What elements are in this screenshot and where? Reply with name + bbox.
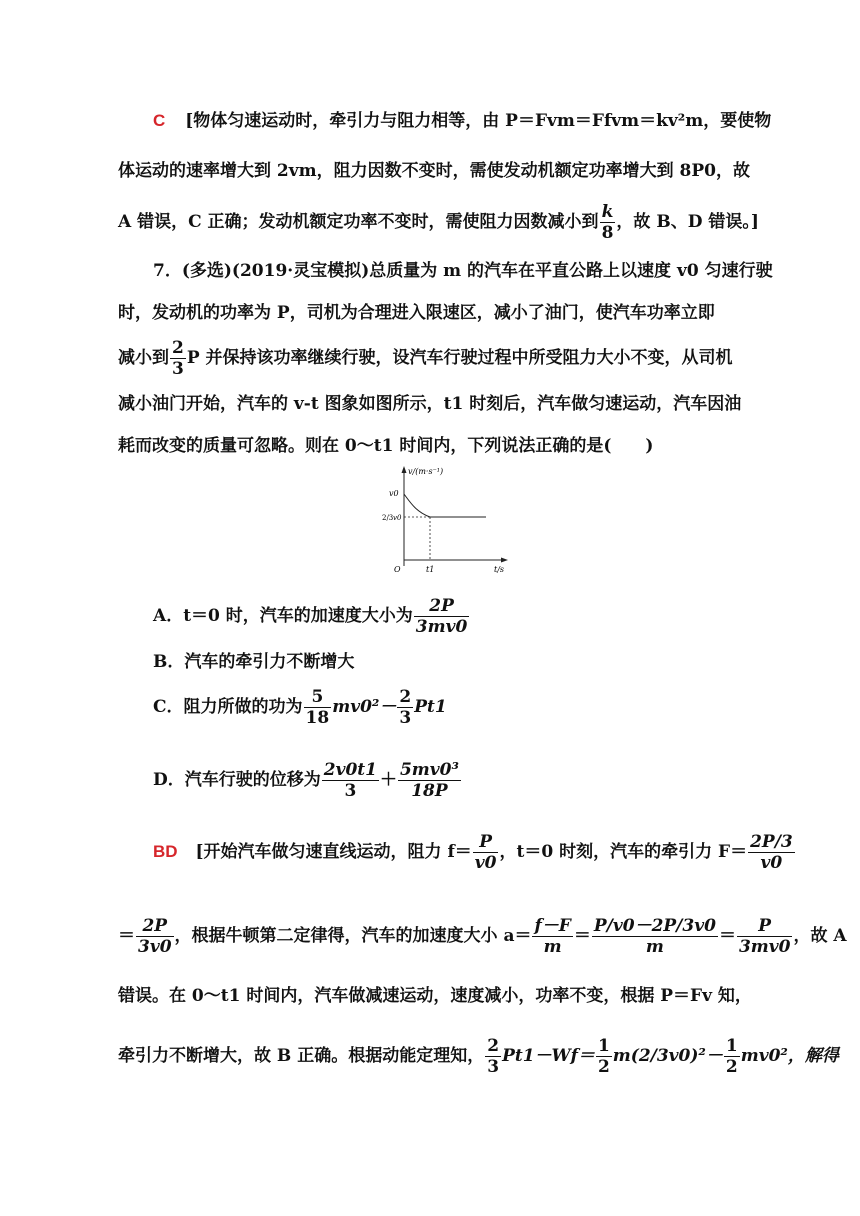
numerator: 2P (414, 596, 470, 617)
option-c-end: Pt1 (414, 697, 447, 717)
v0-tick-label: v0 (389, 489, 399, 498)
option-a (153, 596, 470, 637)
numerator: 1 (597, 1036, 610, 1056)
denominator: m (543, 937, 562, 957)
option-b (153, 651, 354, 673)
answer-letter: C (153, 111, 166, 130)
sol7-text-4c: m(2/3v0)²－ (612, 1046, 723, 1066)
numerator: 1 (725, 1036, 738, 1056)
sol7-text-4d: mv0²，解得 (740, 1046, 839, 1066)
denominator: 2 (597, 1057, 610, 1077)
v-t-graph (380, 462, 510, 574)
option-b-text: B．汽车的牵引力不断增大 (153, 652, 355, 672)
sol7-text-2c: ＝ (573, 926, 591, 946)
numerator: 2 (487, 1036, 500, 1056)
q7-text-5: 耗而改变的质量可忽略。则在 0～t1 时间内，下列说法正确的是( ) (118, 436, 654, 456)
sol7-text-1b: ，t＝0 时刻，汽车的牵引力 F＝ (499, 842, 748, 862)
option-c-mid: mv0²－ (332, 697, 397, 717)
fraction (136, 916, 174, 957)
velocity-curve (404, 494, 486, 517)
sol6-text-3a: A 错误，C 正确；发动机额定功率不变时，需使阻力因数减小到 (118, 212, 599, 232)
fraction (397, 687, 413, 728)
fraction (592, 916, 718, 957)
sol7-text-4b: Pt1－Wf＝ (502, 1046, 595, 1066)
sol7-line-3 (118, 985, 752, 1007)
fraction (748, 832, 795, 873)
numerator: 5mv0³ (399, 760, 459, 780)
q7-line-3 (118, 338, 733, 379)
option-d-plus: ＋ (379, 770, 397, 790)
sol7-text-2a: ＝ (118, 926, 135, 946)
sol7-text-2d: ＝ (718, 926, 736, 946)
fraction (737, 916, 793, 957)
denominator: 3mv0 (738, 937, 791, 957)
numerator: 5 (304, 687, 332, 708)
denominator: 3 (399, 708, 412, 728)
numerator: P (473, 832, 499, 853)
numerator: P (737, 916, 793, 937)
q7-line-4 (118, 393, 741, 415)
option-d (153, 760, 462, 801)
denominator: v0 (474, 853, 497, 873)
sol7-text-2b: ，根据牛顿第二定律得，汽车的加速度大小 a＝ (174, 926, 532, 946)
fraction (724, 1036, 740, 1077)
denominator: 3 (487, 1057, 500, 1077)
q7-text-2: 时，发动机的功率为 P，司机为合理进入限速区，减小了油门，使汽车功率立即 (118, 303, 715, 323)
numerator: 2 (172, 338, 184, 358)
numerator: f－F (534, 916, 571, 936)
sol7-line-4 (118, 1036, 839, 1077)
sol7-line-2 (118, 916, 847, 957)
sol6-text-2: 体运动的速率增大到 2vm，阻力因数不变时，需使发动机额定功率增大到 8P0，故 (118, 161, 750, 181)
sol7-text-1a: [开始汽车做匀速直线运动，阻力 f＝ (195, 842, 472, 862)
sol6-text-3b: ，故 B、D 错误。] (616, 212, 759, 232)
answer-letter: BD (153, 842, 178, 861)
option-c (153, 687, 447, 728)
two-thirds-label: 2/3 (382, 514, 394, 522)
origin-label: O (394, 565, 401, 574)
sol6-line-2 (118, 160, 750, 182)
fraction (170, 338, 186, 379)
denominator: 3mv0 (415, 617, 468, 637)
x-axis-arrow-icon (501, 558, 508, 563)
denominator: m (645, 937, 664, 957)
fraction (304, 687, 332, 728)
sol6-text-1: [物体匀速运动时，牵引力与阻力相等，由 P＝Fvm＝Ffvm＝kv²m，要使物 (185, 111, 772, 131)
sol7-text-3: 错误。在 0～t1 时间内，汽车做减速运动，速度减小，功率不变，根据 P＝Fv 知， (118, 986, 752, 1006)
numerator: k (600, 202, 616, 223)
fraction (485, 1036, 501, 1077)
q7-text-3b: P 并保持该功率继续行驶，设汽车行驶过程中所受阻力大小不变，从司机 (186, 348, 733, 368)
denominator: 3 (344, 781, 357, 801)
fraction (398, 760, 461, 801)
fraction (600, 202, 616, 243)
sol6-line-1 (153, 110, 771, 132)
sol7-line-1 (153, 832, 796, 873)
option-d-text: D．汽车行驶的位移为 (153, 770, 321, 790)
fraction (322, 760, 379, 801)
fraction (596, 1036, 612, 1077)
q7-line-2 (118, 302, 715, 324)
option-c-text: C．阻力所做的功为 (153, 697, 303, 717)
denominator: v0 (760, 853, 783, 873)
numerator: 2 (399, 687, 412, 707)
q7-text-1: 7．(多选)(2019·灵宝模拟)总质量为 m 的汽车在平直公路上以速度 v0 匀速行驶 (153, 261, 773, 281)
fraction (532, 916, 572, 957)
q7-line-1 (153, 260, 773, 282)
numerator: 2P/3 (750, 832, 793, 852)
denominator: 8 (601, 223, 614, 243)
fraction (473, 832, 499, 873)
denominator: 3v0 (138, 937, 172, 957)
denominator: 2 (725, 1057, 738, 1077)
fraction (414, 596, 470, 637)
denominator: 18 (305, 708, 330, 728)
q7-text-3a: 减小到 (118, 348, 169, 368)
y-axis-arrow-icon (402, 466, 407, 473)
t1-tick-label: t1 (426, 565, 435, 574)
sol6-line-3 (118, 202, 759, 243)
numerator: 2v0t1 (323, 760, 377, 780)
denominator: 3 (172, 359, 184, 379)
x-axis-label: t/s (494, 565, 505, 574)
numerator: 2P (136, 916, 174, 937)
option-a-text: A．t＝0 时，汽车的加速度大小为 (153, 606, 413, 626)
q7-text-4: 减小油门开始，汽车的 v-t 图象如图所示，t1 时刻后，汽车做匀速运动，汽车因油 (118, 394, 742, 414)
two-thirds-v0-label: v0 (393, 514, 402, 522)
denominator: 18P (411, 781, 448, 801)
sol7-text-4a: 牵引力不断增大，故 B 正确。根据动能定理知， (118, 1046, 485, 1066)
numerator: P/v0－2P/3v0 (593, 916, 716, 936)
q7-line-5 (118, 435, 653, 457)
sol7-text-2e: ，故 A (793, 926, 847, 946)
y-axis-label: v/(m·s⁻¹) (408, 467, 444, 476)
